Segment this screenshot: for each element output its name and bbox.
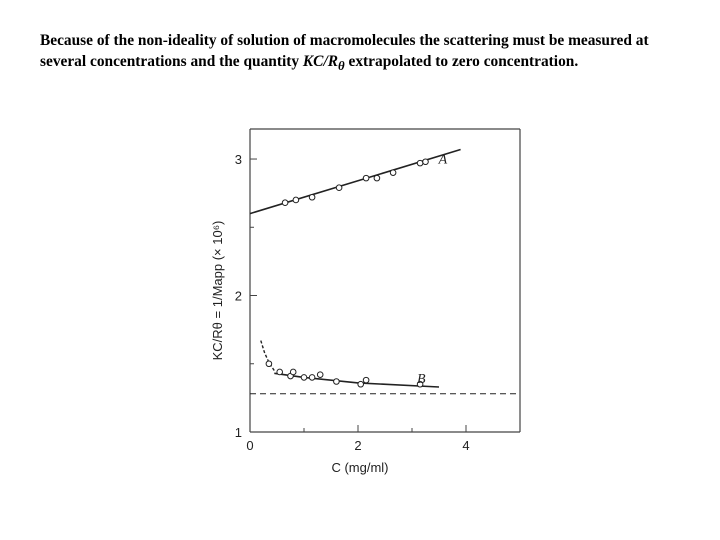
series-A-point bbox=[282, 200, 288, 206]
series-A-point bbox=[417, 160, 423, 166]
series-B-point bbox=[363, 377, 369, 383]
x-tick-label: 2 bbox=[354, 438, 362, 453]
y-tick-label: 1 bbox=[234, 425, 242, 440]
series-A-point bbox=[374, 175, 380, 181]
x-tick-label: 4 bbox=[462, 438, 470, 453]
series-B-point bbox=[301, 375, 307, 381]
series-B-point bbox=[277, 369, 283, 375]
caption-part2: extrapolated to zero concentration. bbox=[344, 52, 579, 70]
series-A-point bbox=[423, 159, 429, 165]
series-B-point bbox=[334, 379, 340, 385]
caption-part1: Because of the non-ideality of solution of macromolecules the scattering must be measured at several concentrations and the quantity bbox=[40, 32, 649, 70]
x-tick-label: 0 bbox=[246, 438, 254, 453]
series-A-point bbox=[363, 175, 369, 181]
y-tick-label: 2 bbox=[234, 288, 242, 304]
series-A-point bbox=[390, 170, 396, 176]
series-A-point bbox=[293, 197, 299, 203]
y-tick-label: 3 bbox=[234, 152, 242, 168]
series-B-point bbox=[266, 361, 272, 367]
caption-quantity: $KC/R_\theta$ bbox=[302, 52, 345, 73]
series-B-point bbox=[309, 375, 315, 381]
series-B-fit-line bbox=[274, 373, 439, 387]
series-A-point bbox=[309, 194, 315, 200]
series-A-point bbox=[336, 185, 342, 191]
series-A-fit-line bbox=[250, 150, 461, 214]
series-B-label: B bbox=[417, 371, 426, 387]
series-B-point bbox=[358, 381, 364, 387]
series-B-point bbox=[317, 372, 323, 378]
y-axis-title: KC/Rθ = 1/Mapp (× 10⁶) bbox=[210, 220, 225, 361]
series-A-label: A bbox=[438, 152, 448, 168]
x-axis-title: C (mg/ml) bbox=[331, 460, 389, 475]
series-B-point bbox=[290, 369, 296, 375]
